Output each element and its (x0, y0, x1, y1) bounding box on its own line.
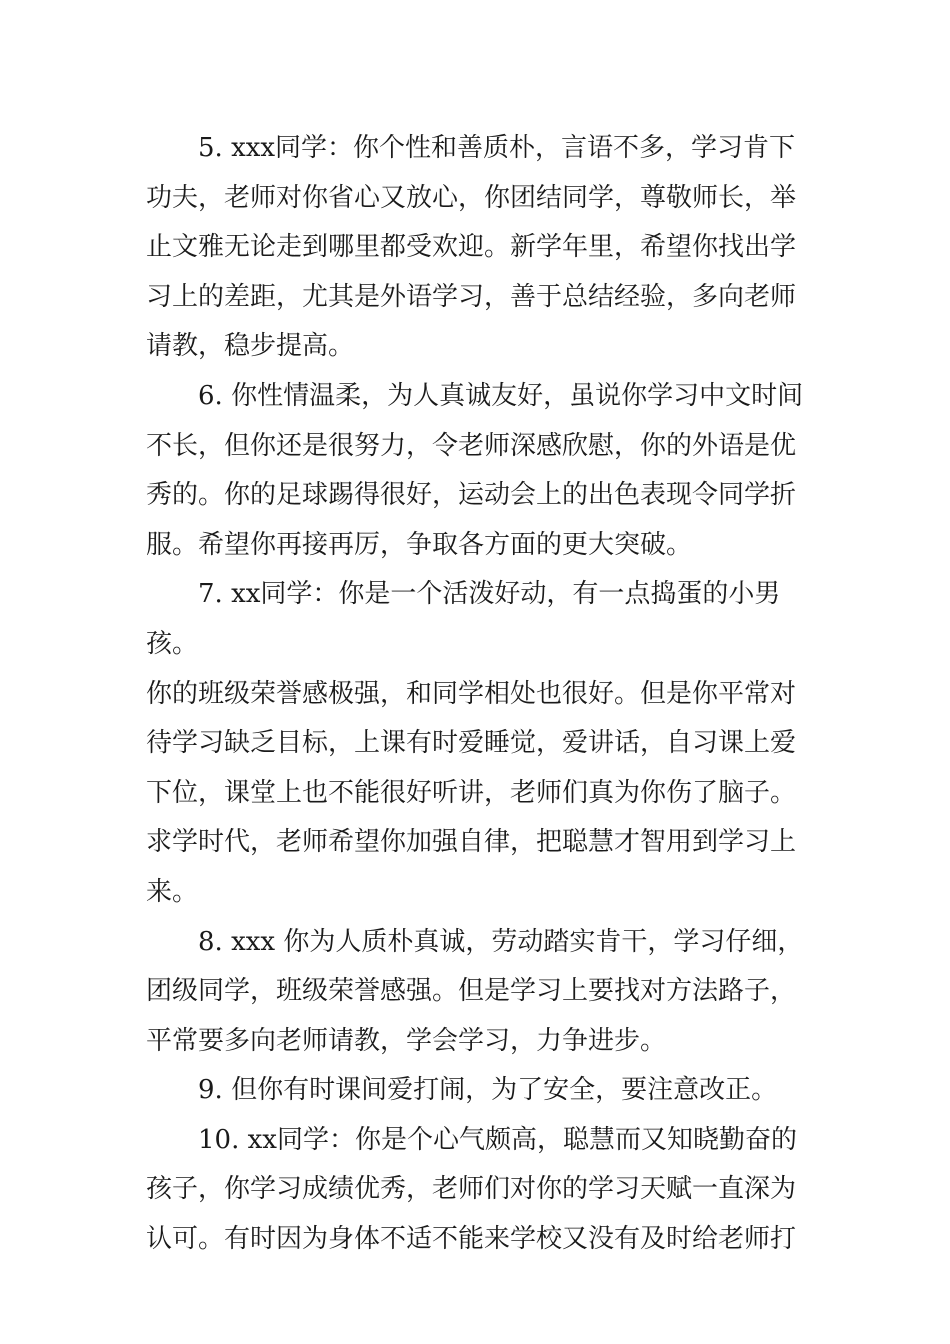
paragraph-comment-10: 10. xx同学：你是个心气颇高，聪慧而又知晓勤奋的 孩子，你学习成绩优秀，老师们对你的学习天赋一直深为 认可。有时因为身体不适不能来学校又没有及时给老师打 (146, 1124, 797, 1255)
paragraph-comment-6: 6. 你性情温柔，为人真诚友好，虽说你学习中文时间 不长，但你还是很努力，令老师深感欣慰，你的外语是优 秀的。你的足球踢得很好，运动会上的出色表现令同学折 服。希望你再接再厉，争取各方面的更大突破。 (146, 380, 804, 560)
paragraph-comment-5: 5. xxx同学：你个性和善质朴，言语不多，学习肯下 功夫，老师对你省心又放心，你团结同学，尊敬师长，举 止文雅无论走到哪里都受欢迎。新学年里，希望你找出学 习上的差距，尤其是外语学习，善于总结经验，多向老师 请教，稳步提高。 (146, 133, 797, 362)
paragraph-comment-7: 7. xx同学：你是一个活泼好动，有一点捣蛋的小男孩。 你的班级荣誉感极强，和同学相处也很好。但是你平常对 待学习缺乏目标，上课有时爱睡觉，爱讲话，自习课上爱 下位，课堂上也不能很好听讲，老师们真为你伤了脑子。 求学时代，老师希望你加强自律，把聪慧才智用到学习上 来。 (146, 579, 797, 907)
paragraph-comment-9: 9. 但你有时课间爱打闹，为了安全，要注意改正。 (198, 1075, 778, 1106)
paragraph-comment-8: 8. xxx 你为人质朴真诚，劳动踏实肯干，学习仔细， 团级同学，班级荣誉感强。但是学习上要找对方法路子， 平常要多向老师请教，学会学习，力争进步。 (146, 926, 804, 1056)
document-body (146, 124, 816, 1265)
